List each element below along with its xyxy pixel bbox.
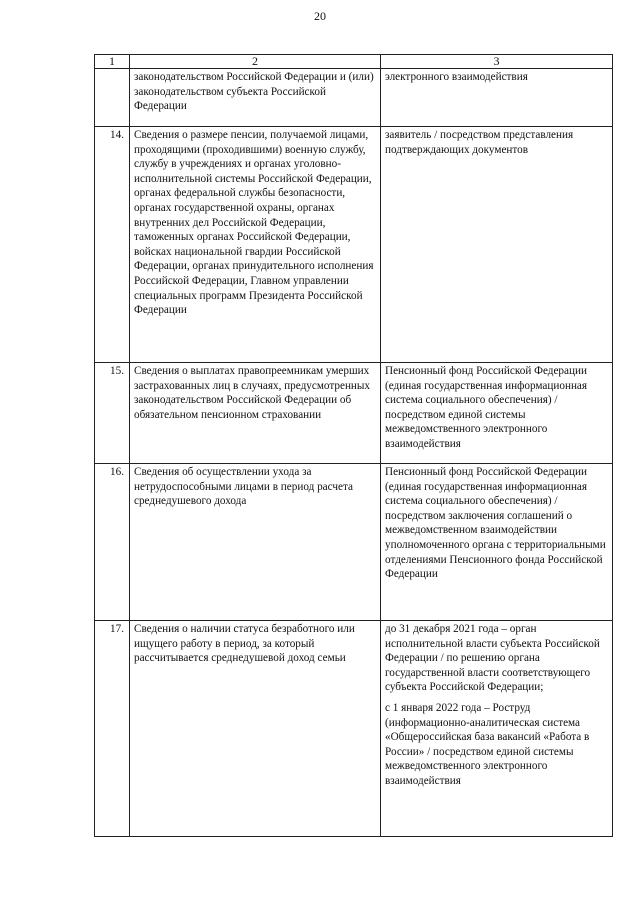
row-number: 16. [95,464,130,621]
row-number: 14. [95,127,130,363]
data-table [94,54,613,837]
column-header-description: 2 [130,55,381,69]
source-paragraph: Пенсионный фонд Российской Федерации (единая государственная информационная система социального обеспечения) / посредством заключения соглашений о межведомственном взаимодействии уполномоченного органа с территориальными отделениями Пенсионного фонда Российской Федерации [385,466,606,581]
row-source [381,621,613,837]
row-description: законодательством Российской Федерации и (или) законодательством субъекта Российской Федерации [130,69,381,127]
table-row [95,464,613,621]
row-description: Сведения о выплатах правопреемникам умерших застрахованных лиц в случаях, предусмотренных законодательством Российской Федерации об обязательном пенсионном страховании [130,363,381,464]
row-number: 17. [95,621,130,837]
source-paragraph: электронного взаимодействия [385,71,528,83]
row-source [381,69,613,127]
row-number: 15. [95,363,130,464]
column-header-number: 1 [95,55,130,69]
table-row [95,363,613,464]
row-source [381,464,613,621]
table-row [95,127,613,363]
source-paragraph: Пенсионный фонд Российской Федерации (единая государственная информационная система социального обеспечения) / посредством единой системы межведомственного электронного взаимодействия [385,365,588,450]
row-description: Сведения об осуществлении ухода за нетрудоспособными лицами в период расчета среднедушевого дохода [130,464,381,621]
source-paragraph: с 1 января 2022 года – Роструд (информационно-аналитическая система «Общероссийская база вакансий «Работа в России» / посредством единой системы межведомственного электронного взаимодействия [385,701,590,787]
page-number: 20 [314,9,326,23]
source-paragraph: до 31 декабря 2021 года – орган исполнительной власти субъекта Российской Федерации / по решению органа государственной власти соответствующего субъекта Российской Федерации; [385,623,600,694]
source-paragraph: заявитель / посредством представления подтверждающих документов [385,129,574,156]
row-source [381,127,613,363]
row-source [381,363,613,464]
table-row [95,621,613,837]
table-header-row [95,55,613,69]
row-description: Сведения о наличии статуса безработного или ищущего работу в период, за который рассчитывается среднедушевой доход семьи [130,621,381,837]
row-number [95,69,130,127]
column-header-source: 3 [381,55,613,69]
row-description: Сведения о размере пенсии, получаемой лицами, проходящими (проходившими) военную службу, службу в учреждениях и органах уголовно-исполнительной системы Российской Федерации, органах федеральной службы безопасности, органах государственной охраны, органах внутренних дел Российской Федерации, таможенных органах Российской Федерации, войсках национальной гвардии Российской Федерации, органах принудительного исполнения Российской Федерации, Главном управлении специальных программ Президента Российской Федерации [130,127,381,363]
table-row [95,69,613,127]
